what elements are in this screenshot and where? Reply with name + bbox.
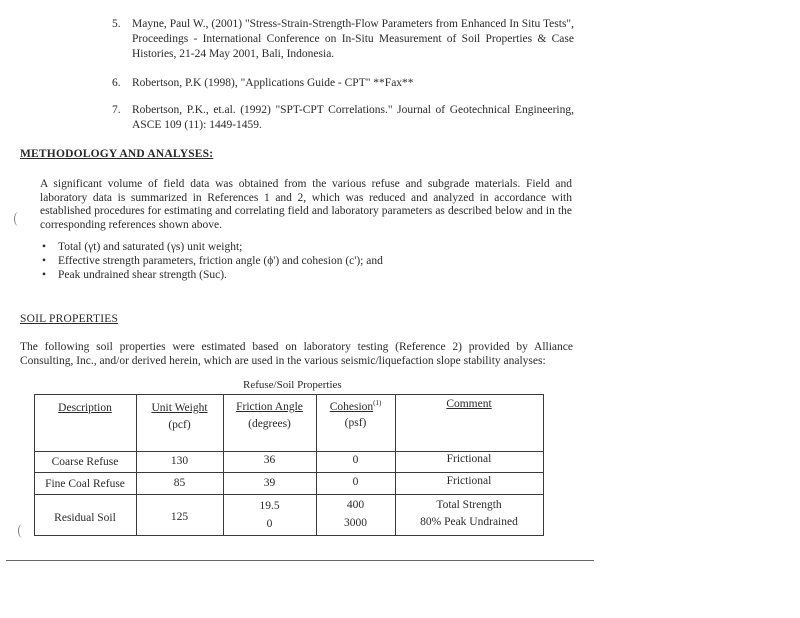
header-friction-angle: Friction Angle (236, 401, 303, 413)
row-fine-cohesion: 0 (352, 476, 359, 488)
list-item: • Effective strength parameters, friction angle (ϕ') and cohesion (c'); and (40, 254, 460, 268)
header-cohesion (316, 399, 395, 413)
row-coarse-friction: 36 (263, 454, 276, 466)
reference-number: 7. (112, 104, 121, 116)
list-item: • Peak undrained shear strength (Suc). (40, 268, 460, 282)
table-border (34, 472, 544, 473)
row-residual-cohesion-1: 400 (346, 499, 365, 511)
row-coarse-comment: Frictional (446, 453, 492, 465)
soil-properties-paragraph: The following soil properties were estimated based on laboratory testing (Reference 2) provided by Alliance Consulting, Inc., and/or derived herein, which are used in the various seismic/liquefaction slope stability analyses: (20, 341, 573, 367)
row-fine-unit-weight: 85 (173, 477, 186, 489)
row-residual-friction-1: 19.5 (259, 500, 280, 512)
soil-properties-heading: SOIL PROPERTIES (20, 313, 119, 325)
header-unit-weight-unit: (pcf) (168, 419, 191, 431)
header-friction-unit: (degrees) (248, 418, 291, 430)
row-fine-comment: Frictional (446, 475, 492, 487)
punch-hole-mark (14, 212, 23, 226)
header-cohesion-footnote: (1) (373, 399, 382, 407)
row-fine-description: Fine Coal Refuse (45, 478, 125, 490)
row-residual-friction-2: 0 (266, 518, 273, 530)
reference-number: 6. (112, 77, 121, 89)
header-cohesion-unit: (psf) (344, 417, 367, 429)
row-residual-comment-2: 80% Peak Undrained (420, 516, 518, 528)
table-border (34, 451, 544, 452)
table-border (34, 394, 544, 395)
page-footer-rule (6, 560, 594, 561)
row-residual-cohesion-2: 3000 (344, 517, 367, 529)
row-coarse-unit-weight: 130 (170, 455, 189, 467)
reference-text: Robertson, P.K., et.al. (1992) "SPT-CPT Correlations." Journal of Geotechnical Engineering, ASCE 109 (11): 1449-1459. (132, 104, 574, 131)
header-description: Description (58, 402, 112, 414)
header-cohesion-label: Cohesion (329, 400, 374, 413)
methodology-paragraph: A significant volume of field data was obtained from the various refuse and subgrade materials. Field and laboratory data is summarized in References 1 and 2, which was reduced and analyzed in accordance with established procedures for estimating and correlating field and laboratory parameters as described below and in the corresponding references shown above. (40, 178, 572, 231)
header-unit-weight: Unit Weight (151, 402, 208, 414)
table-border (34, 494, 544, 495)
reference-text: Robertson, P.K (1998), "Applications Guide - CPT" **Fax** (132, 77, 414, 89)
list-item: • Total (γt) and saturated (γs) unit weight; (40, 240, 460, 254)
reference-text: Mayne, Paul W., (2001) "Stress-Strain-Strength-Flow Parameters from Enhanced In Situ Tests", Proceedings - International Conference on In-Situ Measurement of Soil Properties & Case Histories, 21-24 May 2001, Bali, Indonesia. (132, 18, 574, 60)
row-fine-friction: 39 (263, 477, 276, 489)
row-residual-description: Residual Soil (54, 512, 116, 524)
row-coarse-cohesion: 0 (352, 454, 359, 466)
table-caption: Refuse/Soil Properties (243, 379, 342, 391)
header-comment: Comment (446, 398, 492, 410)
row-coarse-description: Coarse Refuse (51, 456, 119, 468)
table-border (543, 394, 544, 535)
methodology-heading: METHODOLOGY AND ANALYSES: (20, 148, 214, 160)
reference-number: 5. (112, 18, 121, 30)
punch-hole-mark (18, 524, 27, 538)
row-residual-comment-1: Total Strength (436, 499, 502, 511)
row-residual-unit-weight: 125 (170, 511, 189, 523)
table-border (34, 535, 544, 536)
